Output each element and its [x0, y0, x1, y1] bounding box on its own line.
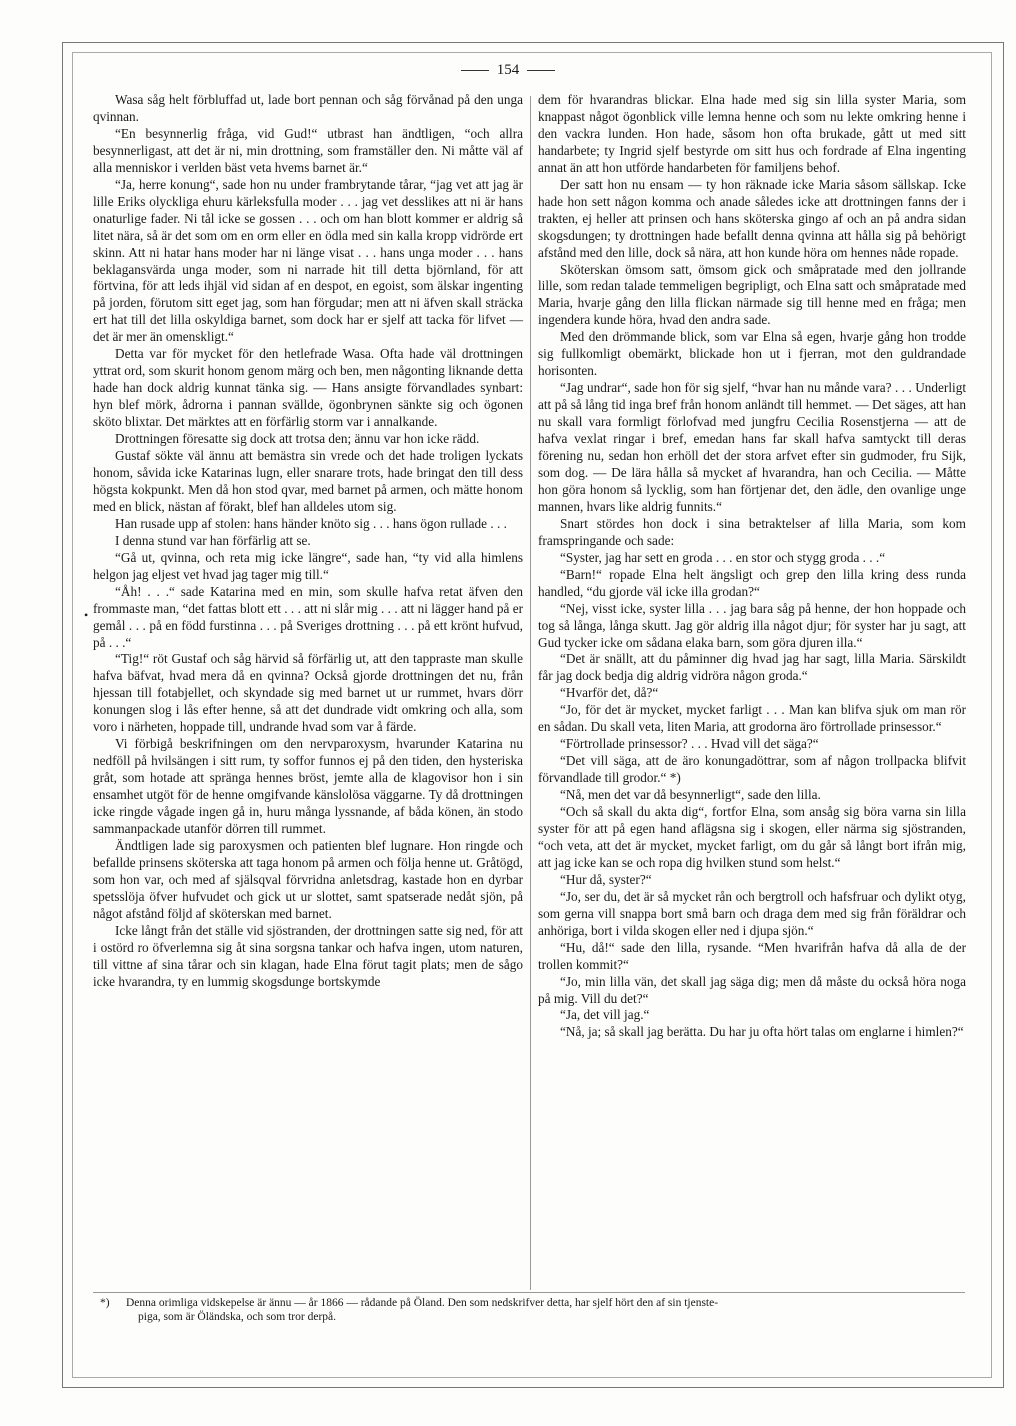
margin-mark: • [84, 608, 89, 622]
page-number: 154 [496, 62, 520, 78]
right-column-paragraph: “Det är snällt, att du påminner dig hvad jag har sagt, lilla Maria. Särskildt får jag dock bedja dig aldrig vidröra någon groda.“ [538, 651, 966, 684]
left-column-paragraph: Icke långt från det ställe vid sjöstranden, der drottningen satte sig ned, för att i ostörd ro öfverlemna sig åt sina sorgsna tankar och hafva ingen, utom naturen, till vittne af sina tårar och sin klagan, hade Elna förut tagit plats; men de sågo icke hvarandra, ty en lummig skogsdunge bortskymde [93, 922, 523, 989]
left-column-paragraph: “Gå ut, qvinna, och reta mig icke längre“, sade han, “ty vid alla himlens helgon jag eljest vet hvad jag tager mig till.“ [93, 549, 523, 582]
right-column-paragraph: “Nå, men det var då besynnerligt“, sade den lilla. [560, 787, 821, 803]
header-dash-left [461, 70, 489, 71]
left-column-paragraph: “Åh! . . .“ sade Katarina med en min, som skulle hafva retat äfven den frommaste man, “det fattas blott ett . . . att ni slår mig . . . att ni lägger hand på er gemål . . . på en född furstinna . . . på Sveriges drottning . . . på ett krönt hufvud, på . . .“ [93, 583, 523, 650]
right-column-paragraph: “Hur då, syster?“ [560, 871, 652, 887]
right-column-paragraph: “Förtrollade prinsessor? . . . Hvad vill det säga?“ [560, 736, 819, 752]
right-column-paragraph: “Ja, det vill jag.“ [560, 1007, 650, 1023]
right-column-paragraph: Med den drömmande blick, som var Elna så egen, hvarje gång hon trodde sig fullkomligt obemärkt, blickade hon ut i fjerran, mot den guldrandade horisonten. [538, 329, 966, 379]
right-column-paragraph: “Jo, ser du, det är så mycket rån och bergtroll och hafsfruar och dylikt otyg, som gerna vill snappa bort små barn och draga dem med sig från föräldrar och anhöriga, bort i vilda skogen eller ned i djupa sjön.“ [538, 888, 966, 938]
right-column-paragraph: “Och så skall du akta dig“, fortfor Elna, som ansåg sig böra varna sin lilla syster för att på egen hand aflägsna sig i skogen, eller närma sig sjöstranden, “och veta, att det är mycket, mycket farligt, om du går så långt bort ifrån mig, att jag icke kan se och ropa dig hvilken stund som helst.“ [538, 804, 966, 870]
footnote [100, 1296, 960, 1324]
right-column-paragraph: “Nå, ja; så skall jag berätta. Du har ju ofta hört talas om englarne i himlen?“ [560, 1024, 964, 1040]
left-column-paragraph: Vi förbigå beskrifningen om den nervparoxysm, hvarunder Katarina nu nedföll på hvilsängen i sitt rum, ty soffor funnos ej på den tiden, den hysteriska gråt, som hotade att spränga hennes bröst, jemte alla de klagovisor hon i sin ensamhet utgöt för de henne omgifvande känslolösa väggarne. Ty då drottningen icke ringde vågade ingen gå in, huru många lyssnande, af båda könen, än stodo sammanpackade utanför dörren till rummet. [93, 736, 523, 836]
header-dash-right [527, 70, 555, 71]
left-column-paragraph: I denna stund var han förfärlig att se. [115, 532, 311, 548]
left-column-paragraph: “En besynnerlig fråga, vid Gud!“ utbrast han ändtligen, “och allra besynnerligast, att det är ni, min drottning, som framställer den. Ni måtte väl af alla menniskor i verlden bäst veta hvems barnet är.“ [93, 125, 523, 175]
footnote-line-2: piga, som är Öländska, och som tror derpå. [138, 1311, 337, 1323]
right-column-paragraph: “Nej, visst icke, syster lilla . . . jag bara såg på henne, der hon hoppade och tog så långa, långa skutt. Jag gör aldrig illa något djur; för syster har ju sagt, att Gud tycker icke om sådana elaka barn, som göra djuren illa.“ [538, 600, 966, 650]
right-column-paragraph: Snart stördes hon dock i sina betraktelser af lilla Maria, som kom framspringande och sade: [538, 515, 966, 548]
left-column [93, 92, 523, 991]
right-column-paragraph: “Hvarför det, då?“ [560, 685, 659, 701]
footnote-mark: *) [100, 1297, 110, 1309]
left-column-paragraph: Drottningen föresatte sig dock att trotsa den; ännu var hon icke rädd. [115, 431, 480, 447]
left-column-paragraph: “Ja, herre konung“, sade hon nu under frambrytande tårar, “jag vet att jag är lille Eriks olyckliga ehuru kärleksfulla moder . . . jag vet desslikes att ni är hans onaturlige fader. Ni tål icke se gossen . . . och om han blott kommer er aldrig så litet nära, så är det som om en orm eller en ödla med sin kalla kropp vidrörde ert skinn. Att ni hatar hans moder har ni länge visat . . . hans unga moder . . . hans beklagansvärda unga moder, som ni narrade hit till detta björnland, för att förtvina, för att leds ihjäl vid sidan af en despot, en egoist, som älskar ingenting på jorden, förutom sitt eget jag, som han förgudar; men att ni äfven skall sträcka ert hat till det lilla oskyldiga barnet, som dock har er sjelf att tacka för lifvet — det är mer än omenskligt.“ [93, 176, 523, 345]
right-column-paragraph: “Barn!“ ropade Elna helt ängsligt och grep den lilla kring dess runda handled, “du gjorde väl icke illa grodan?“ [538, 566, 966, 599]
left-column-paragraph: Gustaf sökte väl ännu att bemästra sin vrede och det hade troligen lyckats honom, såvida icke Katarinas lugn, eller snarare trots, hade bringat den till dess högsta kokpunkt. Men då hon stod qvar, med barnet på armen, och mätte honom med en blick, nästan af förakt, blef han alldeles utom sig. [93, 448, 523, 514]
footnote-rule [93, 1292, 965, 1293]
page-header [0, 62, 1016, 79]
right-column-paragraph: Sköterskan ömsom satt, ömsom gick och småpratade med den jollrande lille, som redan talade temmeligen begripligt, och Elna satt och småpratade med Maria, hvarje gång den lilla flickan närmade sig till henne med en fråga; men ingendera kunde höra, hvad den andra sade. [538, 261, 966, 328]
left-column-paragraph: Ändtligen lade sig paroxysmen och patienten blef lugnare. Hon ringde och befallde prinsens sköterska att taga honom på armen och följa henne ut. Gråtögd, som hon var, och med af själsqval förvridna anletsdrag, kastade hon en dyrbar spetsslöja öfver hufvudet och gick ut ur slottet, samt spatserade nedåt sjön, på något afstånd följd af sköterskan med barnet. [93, 837, 523, 921]
right-column-paragraph: “Hu, då!“ sade den lilla, rysande. “Men hvarifrån hafva då alla de der trollen kommit?“ [538, 939, 966, 972]
right-column-paragraph: “Det vill säga, att de äro konungadöttrar, som af någon trollpacka blifvit förvandlade till grodor.“ *) [538, 753, 966, 786]
column-divider [530, 96, 531, 1290]
right-column-paragraph: “Jo, min lilla vän, det skall jag säga dig; men då måste du också höra noga på mig. Vill du det?“ [538, 973, 966, 1006]
left-column-paragraph: “Tig!“ röt Gustaf och såg härvid så förfärlig ut, att den tappraste man skulle hafva bäfvat, hvad mera då en qvinna? Också gjorde drottningen det nu, från hjessan till fotabjellet, och skyndade sig med barnet ut ur rummet, hvars dörr konungen slog i lås efter henne, så att det dundrade vidt omkring och alla, som voro i närheten, hoppade till, undrande hvad som var å färde. [93, 651, 523, 735]
right-column-paragraph: “Jag undrar“, sade hon för sig sjelf, “hvar han nu månde vara? . . . Underligt att på så lång tid inga bref från honom anländt till hemmet. — Det säges, att han nu skall vara formligt förlofvad med jungfru Cecilia Rosenstjerna — att de hafva vexlat ringar i bref, emedan hans far skall hafva samtyckt till deras förening nu, sedan hon erhöll det der stora arfvet efter sin gudmoder, fru Sijk, som dog. — De lära hålla så mycket af hvarandra, han och Cecilia. — Måtte hon göra honom så lycklig, som han förtjenar det, den ädle, den ovanlige unge mannen, hvars like aldrig funnits.“ [538, 380, 966, 514]
footnote-line-1: Denna orimliga vidskepelse är ännu — år 1866 — rådande på Öland. Den som nedskrifver detta, har sjelf hört den af sin tjenste- [126, 1297, 719, 1309]
left-column-paragraph: Wasa såg helt förbluffad ut, lade bort pennan och såg förvånad på den unga qvinnan. [93, 92, 523, 124]
right-column-paragraph: dem för hvarandras blickar. Elna hade med sig sin lilla syster Maria, som knappast något ögonblick ville lemna henne och som nu lekte omkring henne i den vackra lunden. Hon hade, såsom hon ofta brukade, gått ut med sitt handarbete; ty Ingrid sjelf bestyrde om sitt hus och fordrade af Elna ingenting annat än att hon utförde handarbeten för familjens behof. [538, 92, 966, 175]
right-column [538, 92, 966, 1041]
right-column-paragraph: “Syster, jag har sett en groda . . . en stor och stygg groda . . .“ [560, 549, 886, 565]
right-column-paragraph: “Jo, för det är mycket, mycket farligt . . . Man kan blifva sjuk om man rör en sådan. Du skall veta, liten Maria, att grodorna äro förtrollade prinsessor.“ [538, 702, 966, 735]
right-column-paragraph: Der satt hon nu ensam — ty hon räknade icke Maria såsom sällskap. Icke hade hon sett någon komma och anade således icke att drottningen fanns der i trakten, ej heller att prinsen och hans sköterska gingo af och an på andra sidan skogsdungen; ty drottningen hade befallt denna qvinna att hålla sig på behörigt afstånd med den lille, dock så nära, att hon kunde höra om hennes nåde ropade. [538, 176, 966, 260]
left-column-paragraph: Han rusade upp af stolen: hans händer knöto sig . . . hans ögon rullade . . . [115, 515, 507, 531]
left-column-paragraph: Detta var för mycket för den hetlefrade Wasa. Ofta hade väl drottningen yttrat ord, som skurit honom genom märg och ben, men någonting liknande detta hade han dock aldrig kunnat tänka sig. — Hans ansigte förvandlades synbart: hyn blef mörk, ådrorna i pannan svällde, ögonbrynen sänkte sig och ögonen sköto blixtar. Det märktes att en förfärlig storm var i annalkande. [93, 346, 523, 430]
